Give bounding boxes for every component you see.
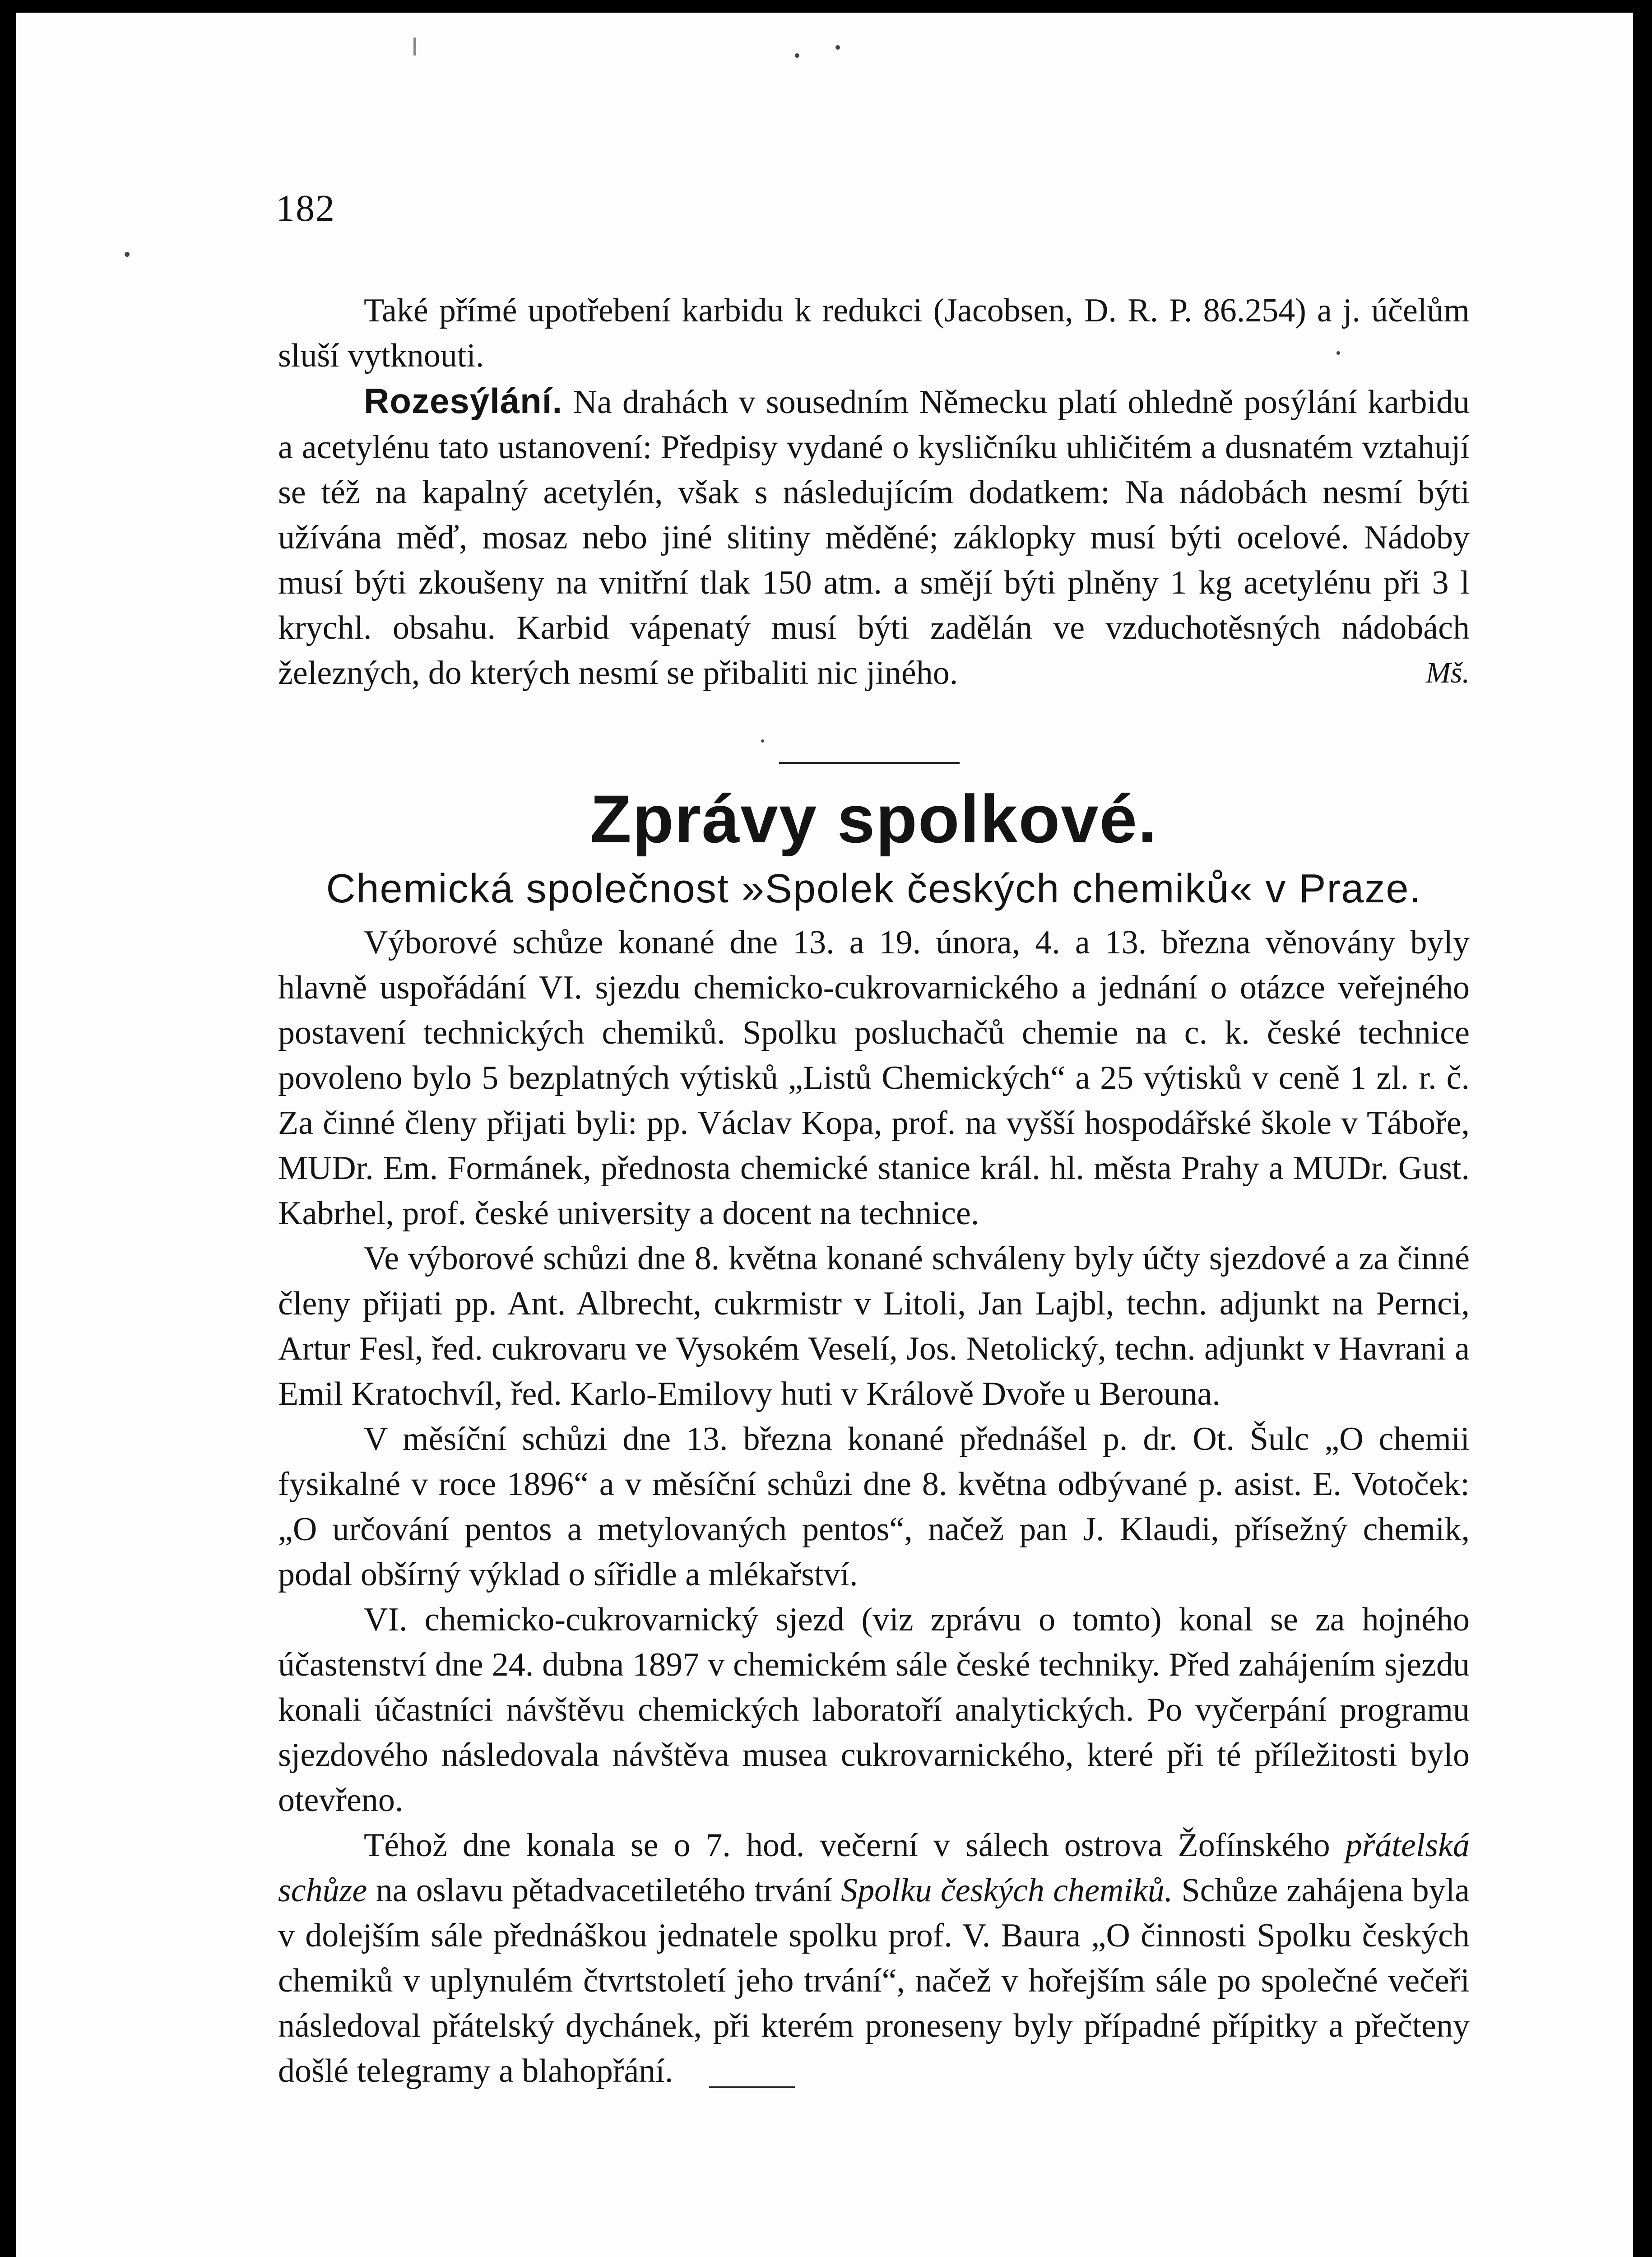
section-subtitle: Chemická společnost »Spolek českých chemiků« v Praze. bbox=[326, 866, 1422, 911]
shipping-paragraph bbox=[278, 378, 1470, 696]
scanned-page bbox=[16, 13, 1633, 2257]
p5-text-a: Téhož dne konala se o 7. hod. večerní v sálech ostrova Žofínského bbox=[364, 1827, 1330, 1864]
society-report-block bbox=[278, 920, 1470, 2094]
shipping-run-in-heading: Rozesýlání. bbox=[364, 381, 563, 421]
section-divider-rule bbox=[779, 762, 960, 764]
closing-rule bbox=[709, 2086, 795, 2088]
author-signature: Mš. bbox=[1425, 656, 1470, 689]
report-paragraph-4: VI. chemicko-cukrovarnický sjezd (viz zprávu o tomto) konal se za hojného účastenství dne 24. dubna 1897 v chemickém sále české techniky. Před zahájením sjezdu konali účastníci návštěvu chemických laboratoří analytických. Po vyčerpání programu sjezdového následovala návštěva musea cukrovarnického, které při té příležitosti bylo otevřeno. bbox=[278, 1601, 1470, 1819]
scan-speck bbox=[1336, 351, 1340, 355]
scan-speck bbox=[835, 45, 840, 50]
report-paragraph-5 bbox=[278, 1823, 1470, 2094]
shipping-paragraph-block bbox=[278, 378, 1470, 696]
report-paragraph-2: Ve výborové schůzi dne 8. května konané schváleny byly účty sjezdové a za činné členy přijati pp. Ant. Albrecht, cukrmistr v Litoli, Jan Lajbl, techn. adjunkt na Pernci, Artur Fesl, řed. cukrovaru ve Vysokém Veselí, Jos. Netolický, techn. adjunkt v Havrani a Emil Kratochvíl, řed. Karlo-Emilovy huti v Králově Dvoře u Berouna. bbox=[278, 1240, 1470, 1412]
scan-speck bbox=[761, 739, 764, 743]
scan-speck bbox=[795, 53, 799, 58]
shipping-text: Na drahách v sousedním Německu platí ohledně posýlání karbidu a acetylénu tato ustanovení: Předpisy vydané o kysličníku uhličitém a dusnatém vztahují se též na kapalný acetylén, však s následujícím dodatkem: Na nádobách nesmí býti užívána měď, mosaz nebo jiné slitiny měděné; záklopky musí býti ocelové. Nádoby musí býti zkoušeny na vnitřní tlak 150 atm. a smějí býti plněny 1 kg acetylénu při 3 l krychl. obsahu. Karbid vápenatý musí býti zadělán ve vzduchotěsných nádobách železných, do kterých nesmí se přibaliti nic jiného. bbox=[278, 384, 1470, 692]
report-paragraph-3: V měsíční schůzi dne 13. března konané přednášel p. dr. Ot. Šulc „O chemii fysikalné v roce 1896“ a v měsíční schůzi dne 8. května odbývané p. asist. E. Votoček: „O určování pentos a metylovaných pentos“, načež pan J. Klaudi, přísežný chemik, podal obšírný výklad o sířidle a mlékařství. bbox=[278, 1421, 1470, 1593]
intro-paragraph: Také přímé upotřebení karbidu k redukci (Jacobsen, D. R. P. 86.254) a j. účelům sluší vytknouti. bbox=[278, 292, 1470, 374]
report-paragraph-1: Výborové schůze konané dne 13. a 19. února, 4. a 13. března věnovány byly hlavně uspořádání VI. sjezdu chemicko-cukrovarnického a jednání o otázce veřejného postavení technických chemiků. Spolku posluchačů chemie na c. k. české technice povoleno bylo 5 bezplatných výtisků „Listů Chemických“ a 25 výtisků v ceně 1 zl. r. č. Za činné členy přijati byli: pp. Václav Kopa, prof. na vyšší hospodářské škole v Táboře, MUDr. Em. Formánek, přednosta chemické stanice král. hl. města Prahy a MUDr. Gust. Kabrhel, prof. české university a docent na technice. bbox=[278, 924, 1470, 1232]
scan-mark bbox=[413, 37, 416, 56]
p5-text-e: Schůze zahájena byla v dolejším sále přednáškou jednatele spolku prof. V. Baura „O činnosti Spolku českých chemiků v uplynulém čtvrtstoletí jeho trvání“, načež v hořejším sále po společné večeři následoval přátelský dychánek, při kterém proneseny byly případné přípitky a přečteny došlé telegramy a blahopřání. bbox=[278, 1872, 1470, 2090]
page-number: 182 bbox=[276, 187, 335, 229]
scan-speck bbox=[125, 252, 130, 257]
p5-text-c: na oslavu pětadvacetiletého trvání bbox=[376, 1872, 832, 1909]
p5-emphasis-friendly-meeting: přátelská schůze bbox=[278, 1827, 1470, 1909]
p5-emphasis-society-name: Spolku českých chemiků. bbox=[841, 1872, 1173, 1909]
intro-paragraph-block bbox=[278, 288, 1470, 378]
section-title: Zprávy spolkové. bbox=[590, 781, 1158, 857]
